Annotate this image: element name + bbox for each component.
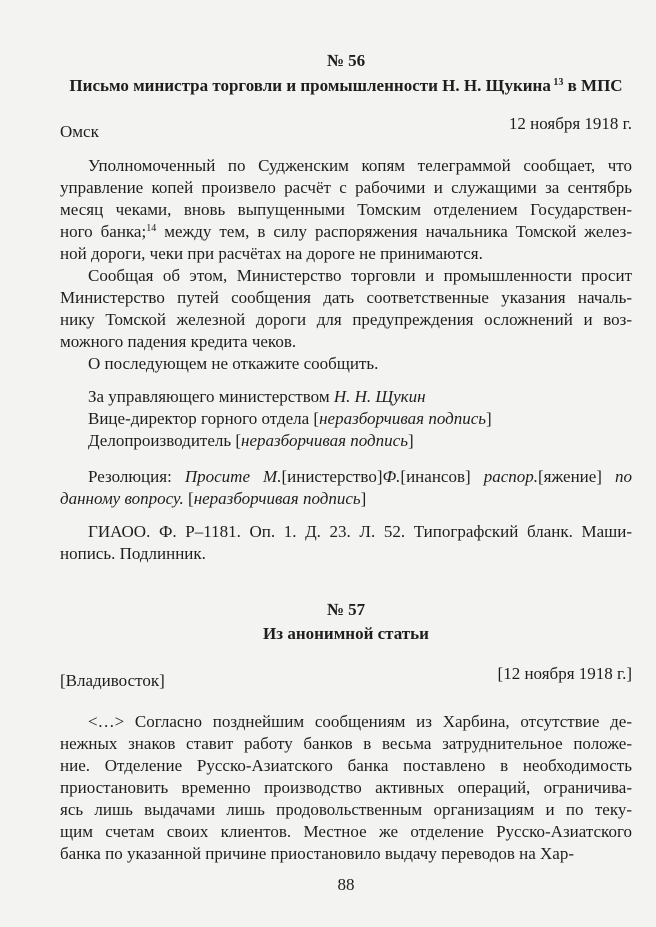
text-segment: можного падения кредита чеков. — [60, 332, 297, 351]
text-segment: <…> Согласно позднейшим сообщениям из Харбина, отсутствие де- — [88, 712, 632, 731]
text-segment: Омск — [60, 122, 99, 141]
text-line — [60, 155, 632, 177]
doc-56-paragraph-2 — [60, 265, 632, 353]
text-segment: [яжение] — [538, 467, 616, 486]
doc-56-archive-reference — [60, 521, 632, 565]
text-line — [60, 113, 632, 135]
text-segment: ного банка; — [60, 222, 147, 241]
text-segment: № 56 — [326, 51, 366, 70]
italic-text: распор. — [483, 467, 539, 486]
text-segment: банка по указанной причине приостановило выдачу переводов на Хар- — [60, 844, 575, 863]
text-line — [60, 843, 632, 865]
text-segment: [12 ноября 1918 г.] — [497, 664, 632, 683]
text-segment: ние. Отделение Русско-Азиатского банка поставлено в необходимость — [60, 756, 632, 775]
italic-text: Ф. — [382, 467, 401, 486]
text-segment: нопись. Подлинник. — [60, 544, 206, 563]
text-segment: ] — [360, 489, 367, 508]
text-segment: О последующем не откажите сообщить. — [88, 354, 379, 373]
italic-text: Просите М. — [184, 467, 282, 486]
footnote-marker: 13 — [550, 77, 564, 88]
text-segment: Сообщая об этом, Министерство торговли и промышленности просит — [88, 266, 632, 285]
text-segment: Письмо министра торговли и промышленности Н. Н. Щукина — [69, 76, 551, 95]
text-segment: ] — [486, 409, 492, 428]
text-line — [60, 711, 632, 733]
text-segment: За управляющего министерством — [88, 387, 334, 406]
text-segment: Вице-директор горного отдела [ — [88, 409, 320, 428]
text-line — [60, 243, 632, 265]
text-segment: Резолюция: — [88, 467, 185, 486]
text-line — [60, 287, 632, 309]
text-line — [60, 543, 632, 565]
italic-text: Н. Н. Щукин — [333, 387, 426, 406]
text-segment: в МПС — [563, 76, 623, 95]
text-segment: [инистерство] — [281, 467, 383, 486]
text-line — [60, 599, 632, 621]
text-segment: нежных знаков ставит работу банков в весьма затруднительное положе- — [60, 734, 632, 753]
text-line — [60, 408, 632, 430]
text-line — [60, 755, 632, 777]
text-line — [60, 821, 632, 843]
text-segment: ной дороги, чеки при расчётах на дороге не принимаются. — [60, 244, 483, 263]
doc-57-number — [60, 599, 632, 621]
text-line — [60, 221, 632, 243]
text-line — [60, 199, 632, 221]
footnote-marker: 14 — [146, 223, 157, 234]
text-segment: приостановить временно производство активных операций, ограничива- — [60, 778, 632, 797]
text-line — [60, 430, 632, 452]
doc-56-paragraph-1 — [60, 155, 632, 265]
italic-text: неразборчивая подпись — [319, 409, 486, 428]
text-line — [60, 777, 632, 799]
text-line — [60, 265, 632, 287]
text-segment: [Владивосток] — [60, 671, 165, 690]
text-segment: месяц чеками, вновь выпущенными Томским отделением Государствен- — [60, 200, 632, 219]
text-segment: № 57 — [326, 600, 366, 619]
text-segment: Делопроизводитель [ — [88, 431, 242, 450]
page-number — [60, 874, 632, 896]
text-line — [60, 50, 632, 72]
text-segment: между тем, в силу распоряжения начальника Томской желез- — [156, 222, 632, 241]
text-segment: Из анонимной статьи — [263, 624, 429, 643]
text-line — [60, 353, 632, 375]
italic-text: данному вопросу. — [60, 489, 184, 508]
text-line — [60, 663, 632, 685]
text-line — [60, 309, 632, 331]
text-segment: управление копей произвело расчёт с рабочими и служащими за сентябрь — [60, 178, 632, 197]
doc-57-paragraph-1 — [60, 711, 632, 865]
italic-text: неразборчивая подпись — [241, 431, 408, 450]
doc-56-number — [60, 50, 632, 72]
text-line — [60, 466, 632, 488]
text-line — [60, 799, 632, 821]
doc-56-paragraph-3 — [60, 353, 632, 375]
doc-56-signatures — [60, 386, 632, 452]
italic-text: по — [615, 467, 633, 486]
text-line — [60, 75, 632, 97]
doc-56-date — [60, 113, 632, 135]
text-segment: 12 ноября 1918 г. — [508, 114, 632, 133]
text-segment: [инансов] — [400, 467, 484, 486]
doc-57-date — [60, 663, 632, 685]
italic-text: неразборчивая подпись — [193, 489, 361, 508]
text-line — [60, 331, 632, 353]
text-segment: щим счетам своих клиентов. Местное же отделение Русско-Азиатского — [60, 822, 632, 841]
text-segment: Уполномоченный по Судженским копям телеграммой сообщает, что — [88, 156, 632, 175]
text-line — [60, 623, 632, 645]
text-segment: нику Томской железной дороги для предупреждения осложнений и воз- — [60, 310, 632, 329]
text-line — [60, 733, 632, 755]
text-segment: [ — [183, 489, 194, 508]
text-segment: ГИАОО. Ф. Р–1181. Оп. 1. Д. 23. Л. 52. Типографский бланк. Маши- — [88, 522, 632, 541]
text-line — [60, 874, 632, 896]
text-segment: ] — [407, 431, 414, 450]
text-line — [60, 386, 632, 408]
text-line — [60, 177, 632, 199]
text-segment: 88 — [337, 875, 355, 894]
text-line — [60, 521, 632, 543]
text-segment: Министерство путей сообщения дать соответственные указания началь- — [60, 288, 632, 307]
text-line — [60, 488, 632, 510]
doc-56-resolution — [60, 466, 632, 510]
doc-57-title — [60, 623, 632, 645]
text-segment: ясь лишь выдачами лишь продовольственным организациям и по теку- — [60, 800, 632, 819]
doc-56-title — [60, 75, 632, 97]
